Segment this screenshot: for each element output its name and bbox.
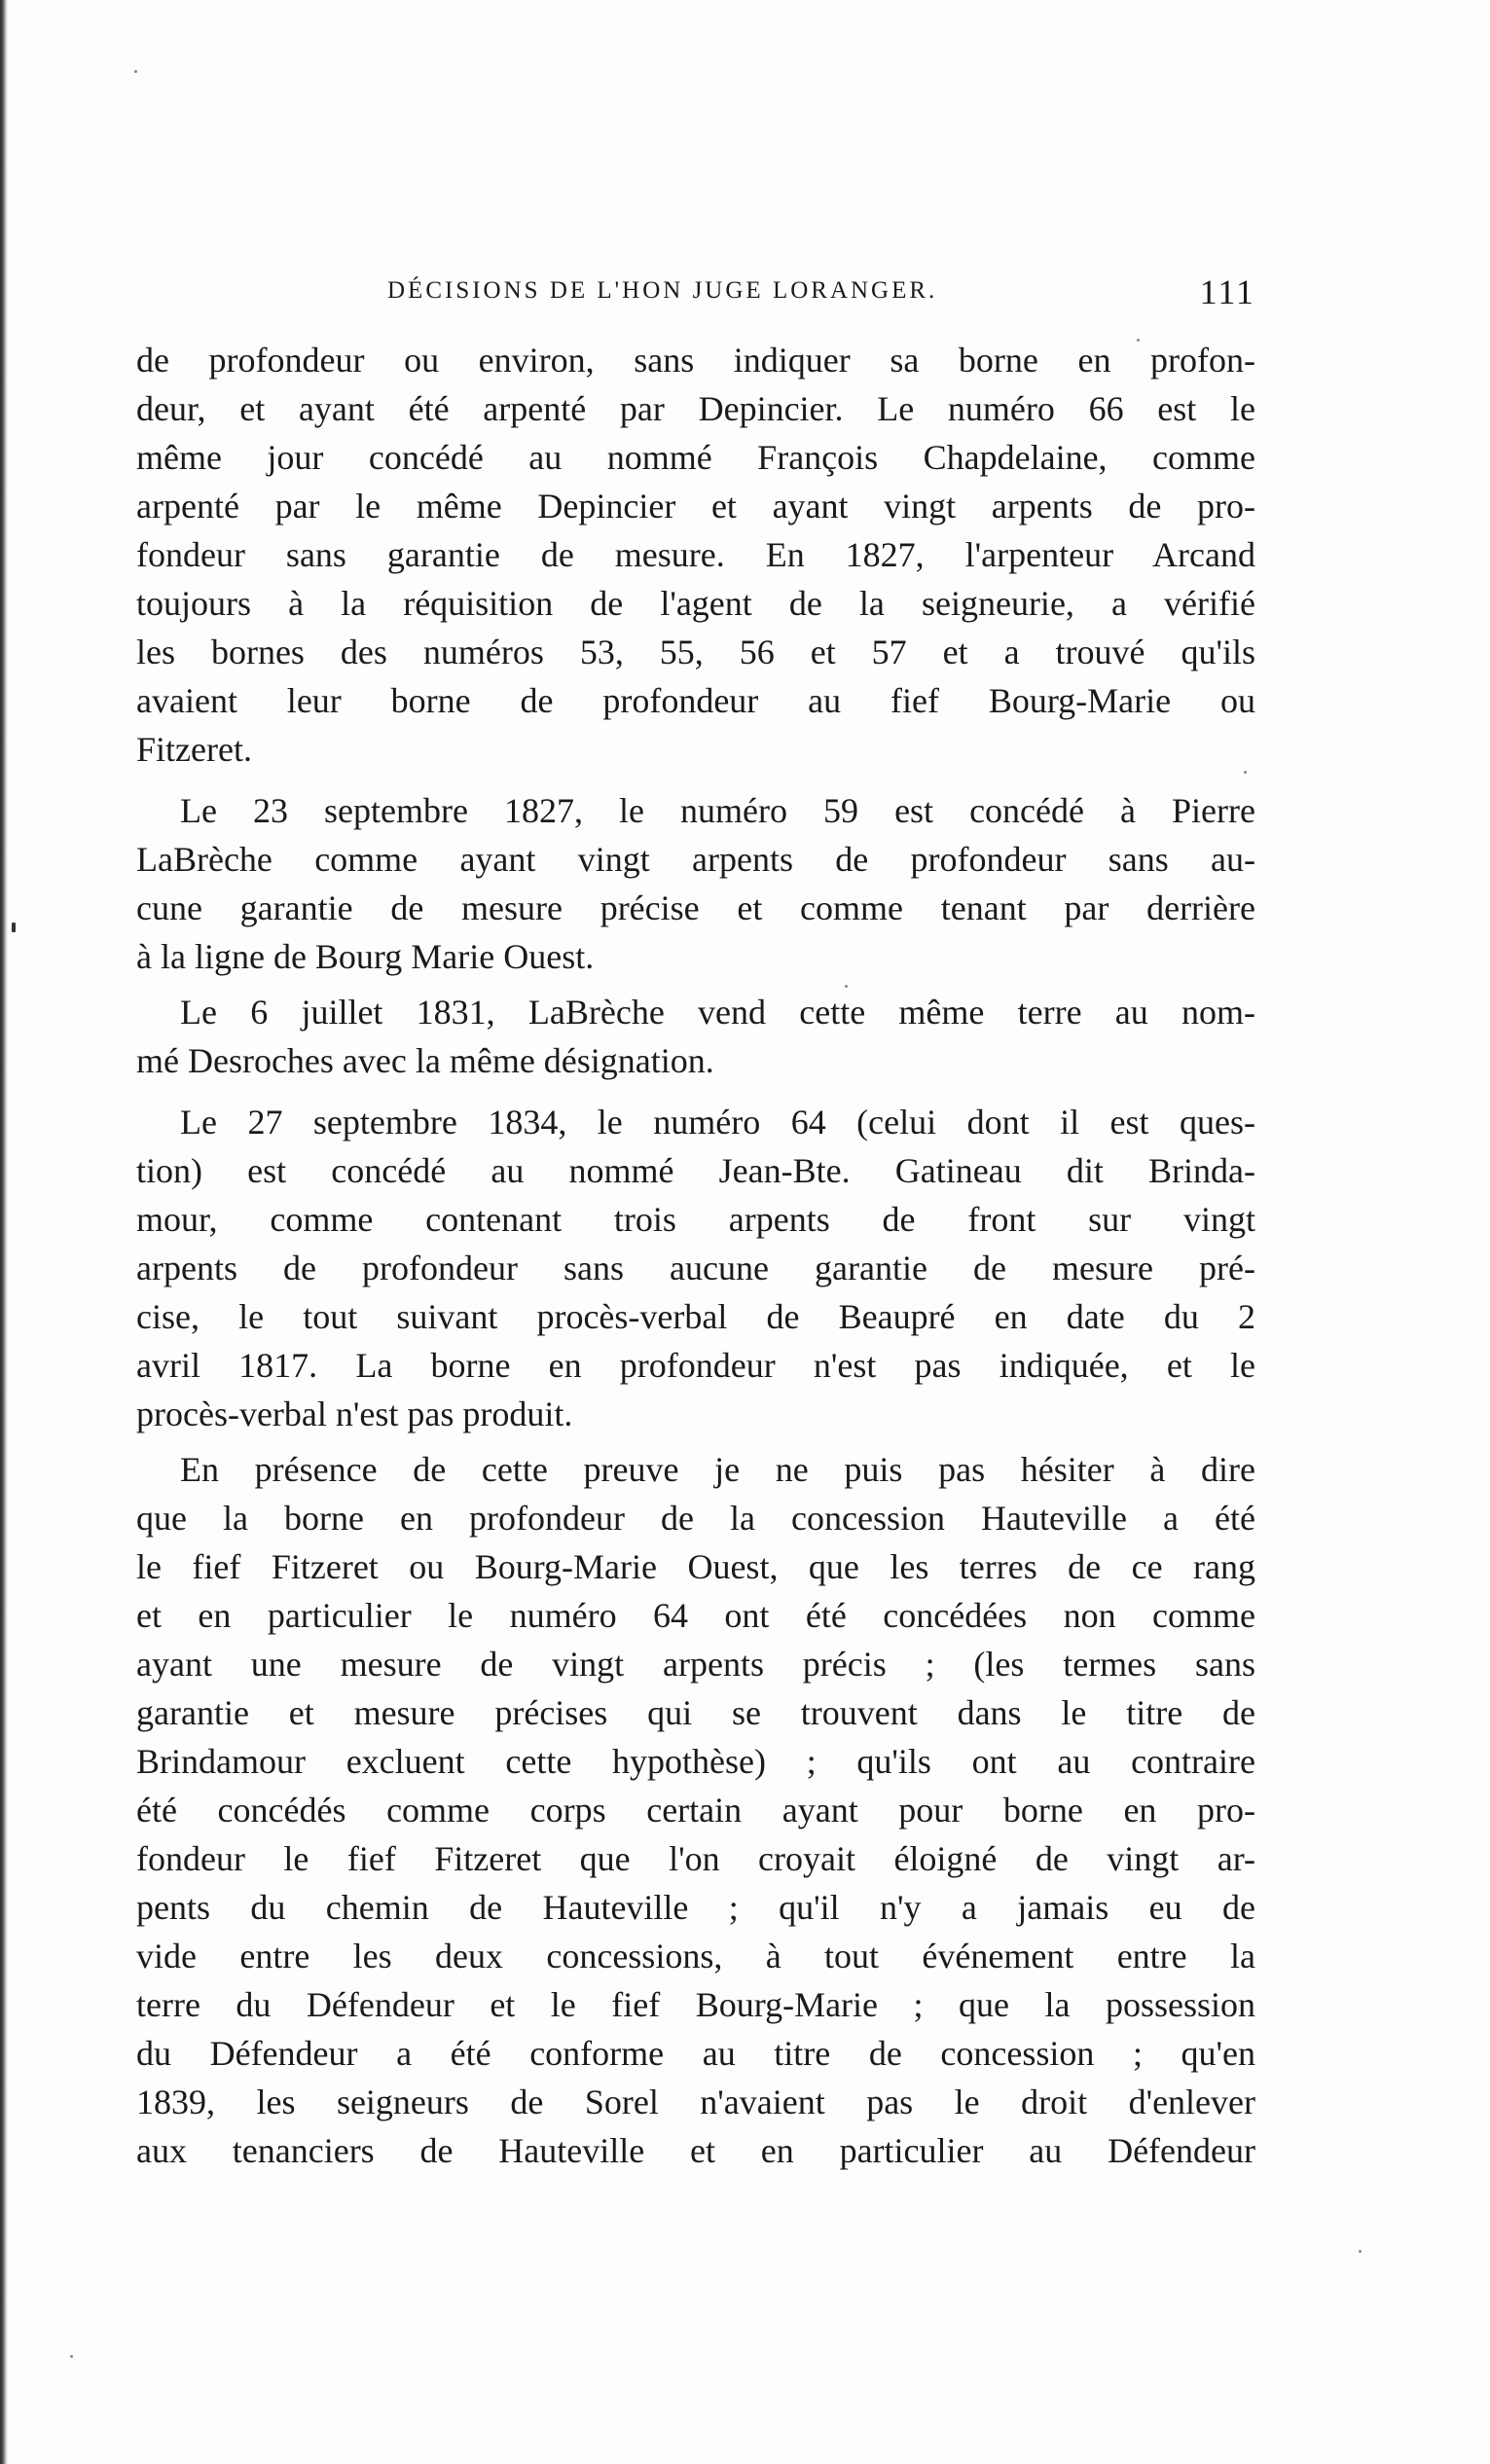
text-line: à la ligne de Bourg Marie Ouest. xyxy=(136,937,595,976)
text-line: deur, et ayant été arpenté par Depincier. Le numéro 66 est le xyxy=(136,389,1255,428)
text-line: les bornes des numéros 53, 55, 56 et 57 et a trouvé qu'ils xyxy=(136,633,1255,671)
text-line: toujours à la réquisition de l'agent de la seigneurie, a vérifié xyxy=(136,584,1255,623)
paragraph xyxy=(136,988,1255,1085)
text-line: 1839, les seigneurs de Sorel n'avaient pas le droit d'enlever xyxy=(136,2083,1255,2121)
text-line: aux tenanciers de Hauteville et en particulier au Défendeur xyxy=(136,2131,1255,2170)
text-line: Fitzeret. xyxy=(136,730,252,769)
paragraph xyxy=(136,336,1255,774)
text-line: En présence de cette preuve je ne puis pas hésiter à dire xyxy=(180,1450,1255,1489)
text-line: garantie et mesure précises qui se trouvent dans le titre de xyxy=(136,1693,1255,1732)
text-line: vide entre les deux concessions, à tout événement entre la xyxy=(136,1937,1255,1975)
text-line: cise, le tout suivant procès-verbal de Beaupré en date du 2 xyxy=(136,1297,1255,1336)
text-line: ayant une mesure de vingt arpents précis ; (les termes sans xyxy=(136,1645,1255,1684)
running-header xyxy=(136,272,1255,316)
text-line: fondeur le fief Fitzeret que l'on croyait éloigné de vingt ar- xyxy=(136,1839,1255,1878)
text-line: et en particulier le numéro 64 ont été concédées non comme xyxy=(136,1596,1255,1635)
text-line: tion) est concédé au nommé Jean-Bte. Gatineau dit Brinda- xyxy=(136,1151,1255,1190)
paragraph xyxy=(136,1098,1255,1438)
text-line: Le 27 septembre 1834, le numéro 64 (celui dont il est ques- xyxy=(180,1103,1255,1141)
scan-speck xyxy=(1359,2250,1362,2253)
text-line: arpenté par le même Depincier et ayant vingt arpents de pro- xyxy=(136,487,1255,525)
text-line: procès-verbal n'est pas produit. xyxy=(136,1395,573,1433)
text-line: mé Desroches avec la même désignation. xyxy=(136,1041,714,1080)
text-line: Brindamour excluent cette hypothèse) ; qu'ils ont au contraire xyxy=(136,1742,1255,1781)
page-number: 111 xyxy=(1199,272,1255,311)
text-line: mour, comme contenant trois arpents de front sur vingt xyxy=(136,1200,1255,1239)
text-line: LaBrèche comme ayant vingt arpents de profondeur sans au- xyxy=(136,840,1255,879)
text-line: du Défendeur a été conforme au titre de concession ; qu'en xyxy=(136,2034,1255,2073)
text-line: de profondeur ou environ, sans indiquer sa borne en profon- xyxy=(136,341,1255,380)
text-line: même jour concédé au nommé François Chapdelaine, comme xyxy=(136,438,1255,477)
text-line: terre du Défendeur et le fief Bourg-Marie ; que la possession xyxy=(136,1985,1255,2024)
text-line: que la borne en profondeur de la concession Hauteville a été xyxy=(136,1499,1255,1538)
running-title: DÉCISIONS DE L'HON JUGE LORANGER. xyxy=(387,277,938,304)
scan-speck xyxy=(12,923,16,932)
scan-speck xyxy=(134,70,137,73)
body-text xyxy=(136,336,1255,2175)
text-line: le fief Fitzeret ou Bourg-Marie Ouest, que les terres de ce rang xyxy=(136,1547,1255,1586)
text-line: fondeur sans garantie de mesure. En 1827, l'arpenteur Arcand xyxy=(136,535,1255,574)
text-line: avaient leur borne de profondeur au fief Bourg-Marie ou xyxy=(136,681,1255,720)
text-line: avril 1817. La borne en profondeur n'est pas indiquée, et le xyxy=(136,1346,1255,1385)
paragraph xyxy=(136,786,1255,981)
text-line: Le 6 juillet 1831, LaBrèche vend cette même terre au nom- xyxy=(180,993,1255,1032)
text-line: pents du chemin de Hauteville ; qu'il n'y a jamais eu de xyxy=(136,1888,1255,1927)
text-line: Le 23 septembre 1827, le numéro 59 est concédé à Pierre xyxy=(180,791,1255,830)
book-binding-edge xyxy=(0,0,8,2464)
paragraph xyxy=(136,1445,1255,2175)
text-line: été concédés comme corps certain ayant pour borne en pro- xyxy=(136,1791,1255,1830)
scan-speck xyxy=(70,2355,73,2358)
text-line: arpents de profondeur sans aucune garantie de mesure pré- xyxy=(136,1249,1255,1287)
text-line: cune garantie de mesure précise et comme tenant par derrière xyxy=(136,888,1255,927)
